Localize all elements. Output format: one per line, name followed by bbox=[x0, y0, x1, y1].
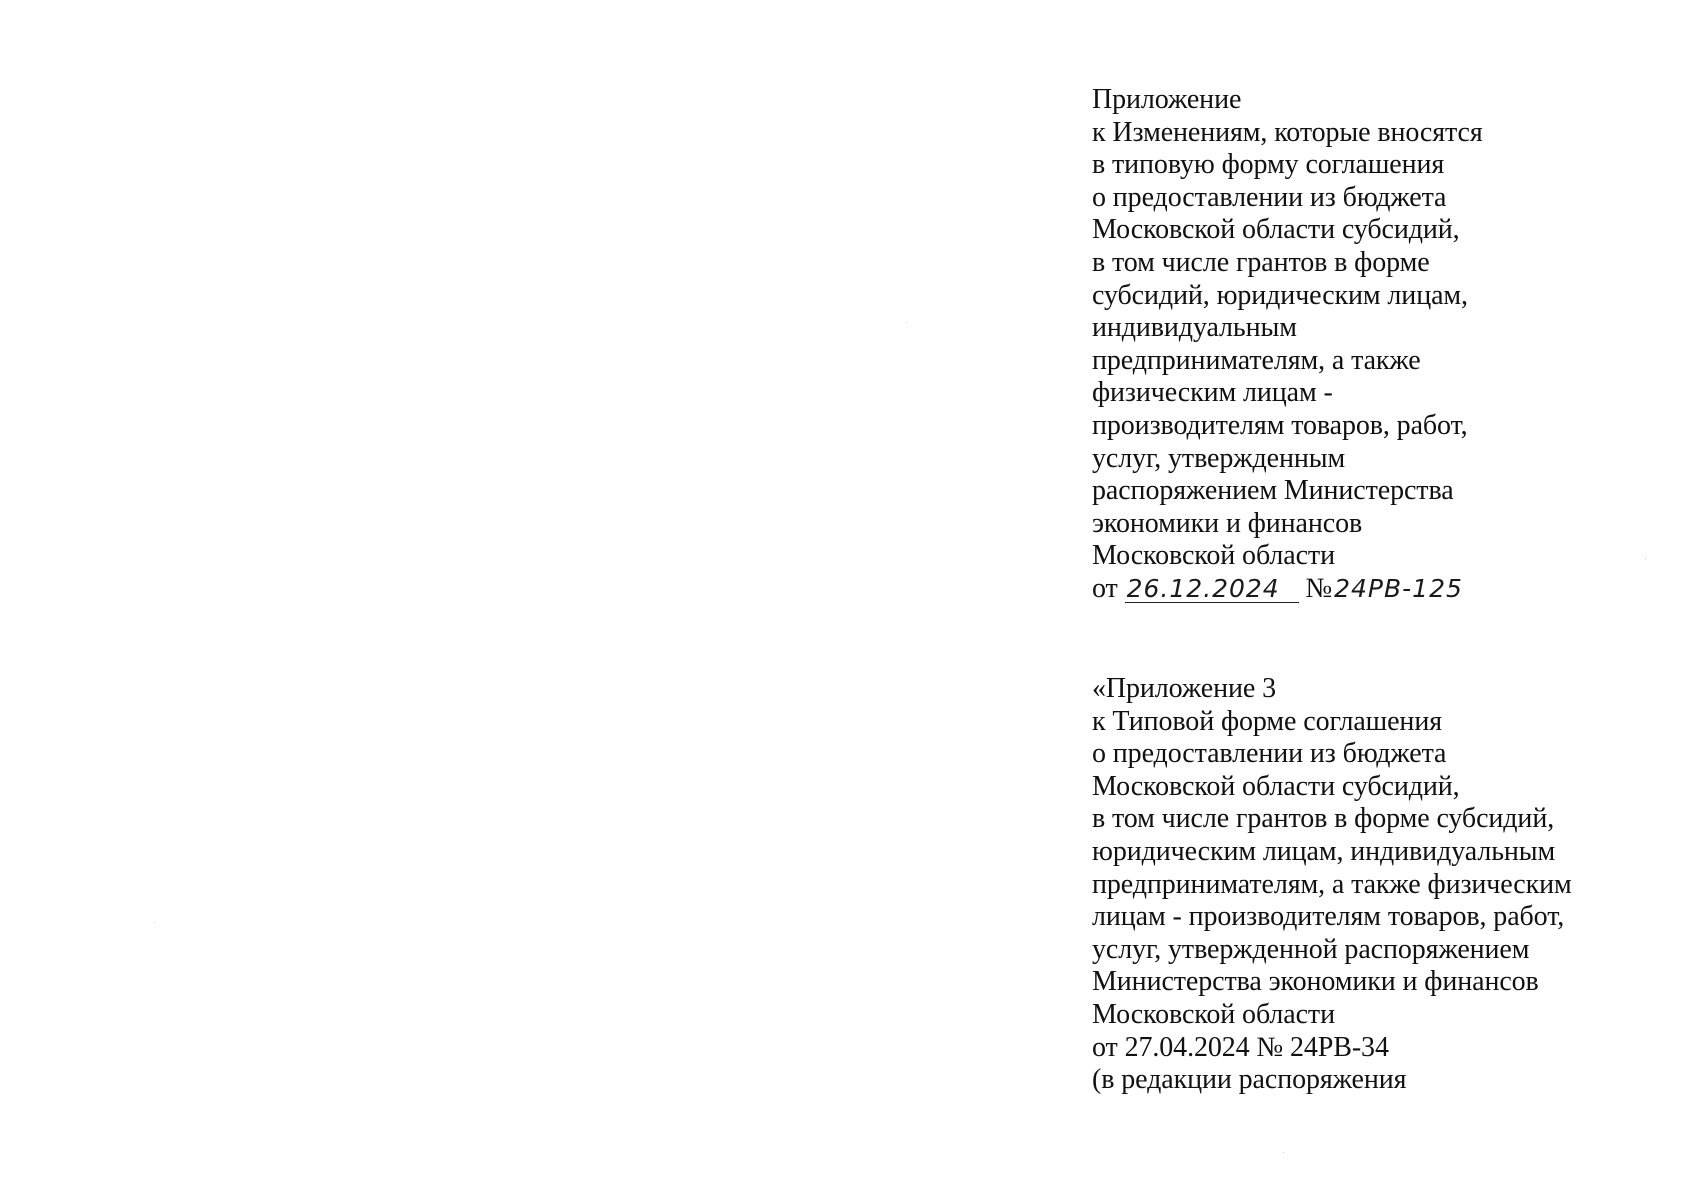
scan-speck bbox=[906, 322, 907, 323]
appendix-header-line: физическим лицам - bbox=[1092, 377, 1333, 409]
appendix-header bbox=[1092, 84, 1483, 606]
quoted-appendix-line: предпринимателям, а также физическим bbox=[1092, 868, 1572, 900]
scan-speck bbox=[1283, 1152, 1284, 1153]
quoted-appendix-line: «Приложение 3 bbox=[1092, 673, 1276, 704]
appendix-header-line: о предоставлении из бюджета bbox=[1092, 181, 1447, 213]
number-sign: № bbox=[1305, 572, 1333, 604]
quoted-appendix bbox=[1092, 673, 1572, 1097]
appendix-header-line: услуг, утвержденным bbox=[1092, 442, 1346, 474]
appendix-header-line: к Изменениям, которые вносятся bbox=[1092, 116, 1483, 148]
appendix-header-line: в том числе грантов в форме bbox=[1092, 246, 1430, 278]
date-number-line bbox=[1092, 573, 1483, 606]
handwritten-date: 26.12.2024 bbox=[1125, 576, 1299, 603]
quoted-appendix-line: о предоставлении из бюджета bbox=[1092, 738, 1447, 770]
appendix-header-line: индивидуальным bbox=[1092, 312, 1297, 344]
quoted-appendix-line: от 27.04.2024 № 24РВ-34 bbox=[1092, 1031, 1389, 1063]
appendix-header-line: субсидий, юридическим лицам, bbox=[1092, 279, 1468, 311]
scan-speck bbox=[1645, 558, 1646, 559]
quoted-appendix-line: Министерства экономики и финансов bbox=[1092, 966, 1539, 998]
quoted-appendix-line: Московской области субсидий, bbox=[1092, 770, 1460, 802]
quoted-appendix-line: (в редакции распоряжения bbox=[1092, 1064, 1407, 1096]
quoted-appendix-line: услуг, утвержденной распоряжением bbox=[1092, 933, 1530, 965]
handwritten-number: 24РВ-125 bbox=[1334, 573, 1463, 603]
appendix-header-line: Московской области субсидий, bbox=[1092, 214, 1460, 246]
quoted-appendix-line: юридическим лицам, индивидуальным bbox=[1092, 835, 1556, 867]
quoted-appendix-line: лицам - производителям товаров, работ, bbox=[1092, 901, 1565, 933]
date-prefix: от bbox=[1092, 572, 1118, 604]
scan-speck bbox=[154, 922, 155, 923]
appendix-header-line: Приложение bbox=[1092, 84, 1242, 115]
quoted-appendix-line: Московской области bbox=[1092, 998, 1335, 1030]
appendix-header-line: распоряжением Министерства bbox=[1092, 475, 1454, 507]
appendix-header-line: предпринимателям, а также bbox=[1092, 344, 1421, 376]
quoted-appendix-line: к Типовой форме соглашения bbox=[1092, 705, 1442, 737]
appendix-header-line: экономики и финансов bbox=[1092, 507, 1363, 539]
appendix-header-line: в типовую форму соглашения bbox=[1092, 149, 1445, 181]
appendix-header-line: Московской области bbox=[1092, 540, 1335, 572]
appendix-header-line: производителям товаров, работ, bbox=[1092, 409, 1468, 441]
quoted-appendix-line: в том числе грантов в форме субсидий, bbox=[1092, 803, 1555, 835]
